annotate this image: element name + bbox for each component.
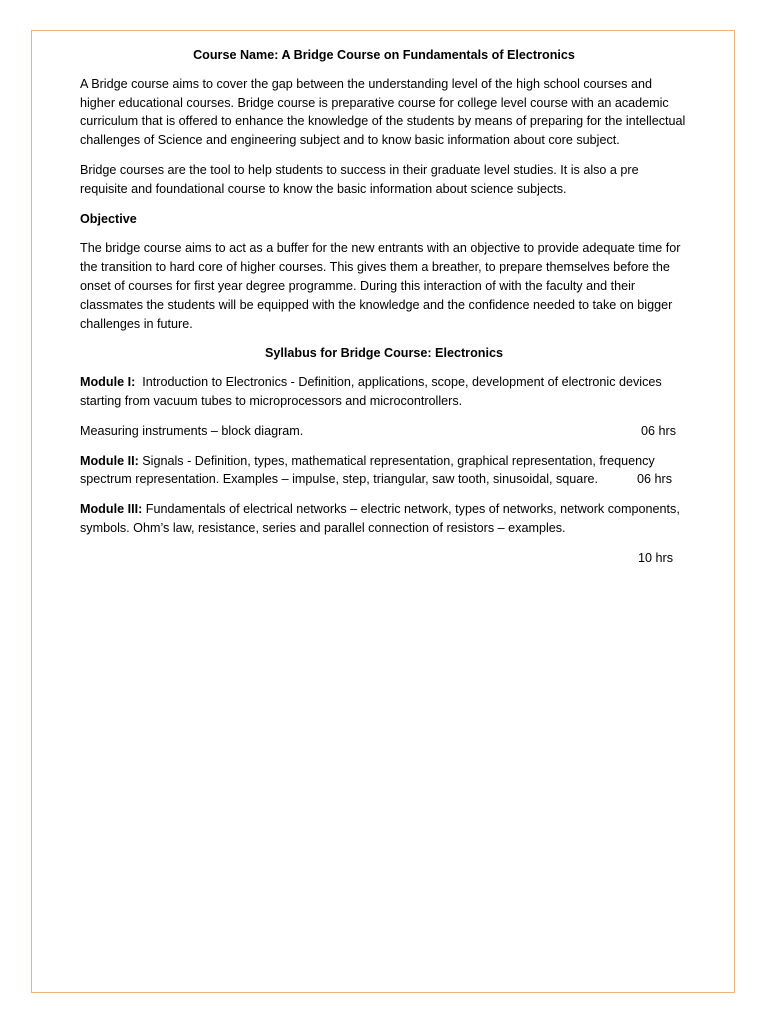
module-3 (80, 500, 688, 538)
module-3-text: Fundamentals of electrical networks – electric network, types of networks, network components, symbols. Ohm’s law, resistance, series and parallel connection of resistors – examples. (80, 502, 680, 535)
module-3-hours: 10 hrs (637, 550, 673, 565)
module-1-hours: 06 hrs (640, 423, 676, 438)
module-1 (80, 373, 688, 411)
module-1-label: Module I: (80, 375, 136, 390)
objective-text: The bridge course aims to act as a buffer for the new entrants with an objective to provide adequate time for the transition to hard core of higher courses. This gives them a breather, to prepare themselves before the onset of courses for first year degree programme. During this interaction of with the faculty and their classmates the students will be equipped with the knowledge and the confidence needed to take on bigger challenges in future. (80, 241, 681, 331)
course-title: Course Name: A Bridge Course on Fundamentals of Electronics (193, 48, 575, 62)
module-2-hours: 06 hrs (636, 472, 672, 487)
syllabus-title: Syllabus for Bridge Course: Electronics (265, 346, 503, 361)
document-body (80, 46, 688, 568)
intro-paragraph-2: Bridge courses are the tool to help students to success in their graduate level studies. It is also a pre requisite and foundational course to know the basic information about science subjects. (80, 162, 639, 196)
module-3-label: Module III: (80, 502, 143, 517)
module-2-text: Signals - Definition, types, mathematical representation, graphical representation, frequency spectrum representation. Examples – impulse, step, triangular, saw tooth, sinusoidal, square. (80, 453, 655, 487)
module-2-label: Module II: (80, 453, 139, 468)
intro-paragraph-1: A Bridge course aims to cover the gap between the understanding level of the high school courses and higher educational courses. Bridge course is preparative course for college level course with an academic curriculum that is offered to enhance the knowledge of the students by means of preparing for the intellectual challenges of Science and engineering subject and to know basic information about core subject. (80, 76, 686, 148)
objective-heading: Objective (80, 211, 137, 226)
module-1-text: Introduction to Electronics - Definition, applications, scope, development of electronic devices starting from vacuum tubes to microprocessors and microcontrollers. (80, 375, 662, 408)
module-1-extra-row (80, 422, 688, 441)
module-1-extra-line: Measuring instruments – block diagram. (80, 423, 304, 438)
module-2 (80, 452, 688, 490)
